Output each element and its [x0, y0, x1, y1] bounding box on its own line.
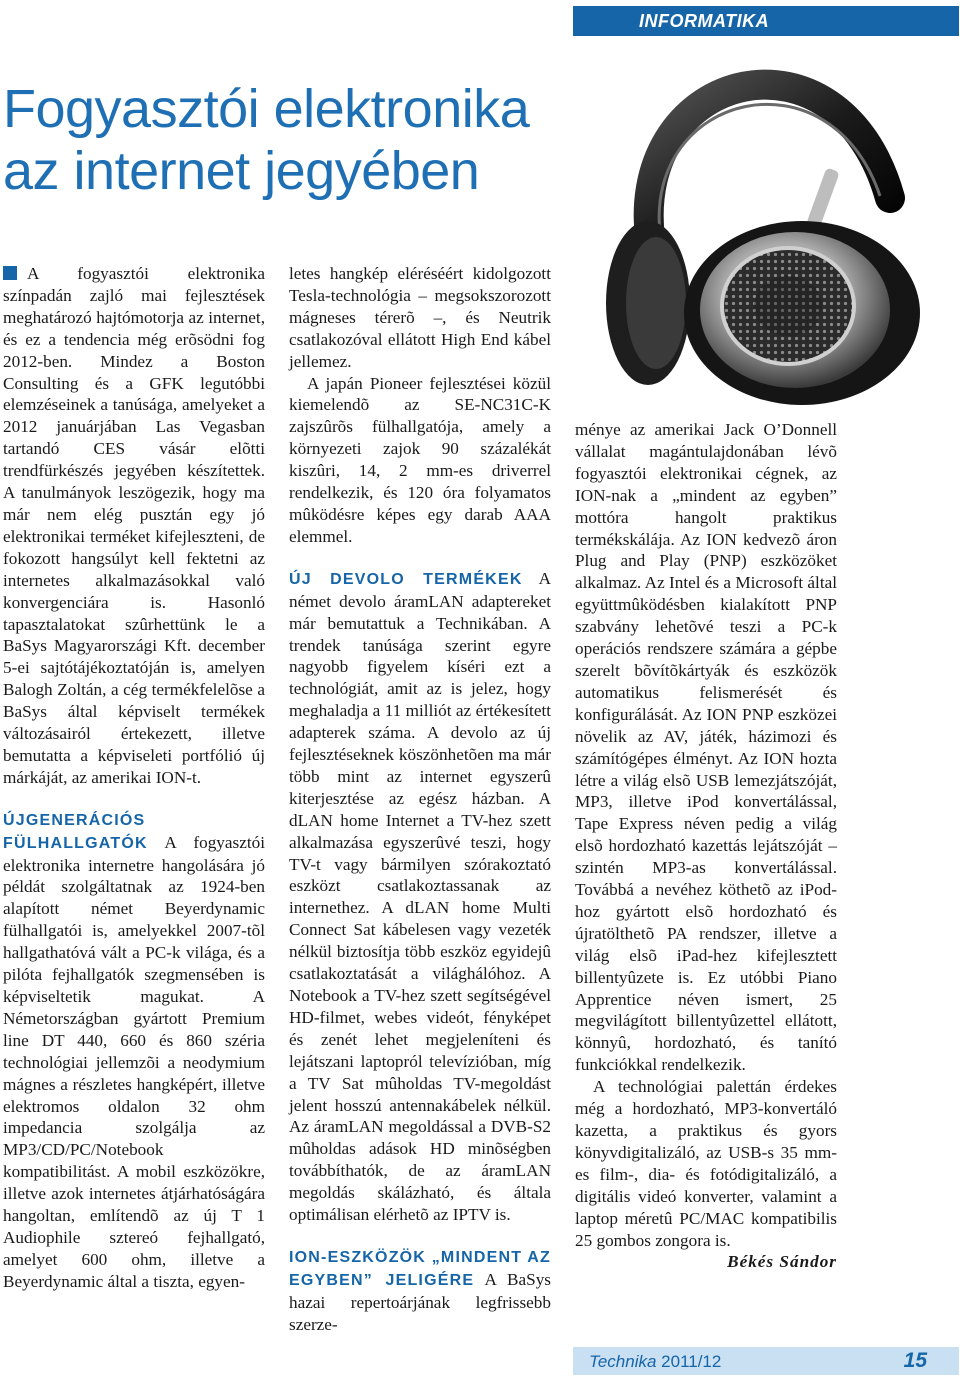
paragraph-headphones: ÚJGENERÁCIÓS FÜLHALLGATÓK A fogyasztói elektronika internetre hangolására jó példát szolgáltatnak az 1924-ben alapított német Beyerdynamic fülhallgatói is, amelyekkel 2007-tõl hallgathatóvá vált a PC-k világa, és a pilóta fejhallgatók szegmensében is képviseltetik magukat. A Németországban gyártott Premium line DT 440, 660 és 860 széria technológiai jellemzõi a neodymium mágnes a részletes hangképért, illetve elektromos oldalon 32 ohm impedancia szolgálja az MP3/CD/PC/Notebook kompatibilitást. A mobil eszközökre, illetve azok internetes átjárhatóságára hangoltan, említendõ az új T 1 Audiophile sztereó fejhallgató, amelyet 600 ohm, illetve a Beyerdynamic által a tiszta, egyen-	[3, 811, 265, 1291]
subhead-devolo: ÚJ DEVOLO TERMÉKEK	[289, 570, 523, 588]
page-footer	[573, 1347, 959, 1375]
column-3	[575, 419, 837, 1273]
magazine-name: Technika	[589, 1352, 657, 1371]
paragraph: A technológiai palettán érdekes még a hordozható, MP3-konvertáló kazetta, a praktikus és gyors könyvdigitalizáló, az USB-s 35 mm-es film-, dia- és fotódigitalizáló, a digitális videó konverter, valamint a laptop méretû PC/MAC kompatibilis 25 gombos zongora is.	[575, 1077, 837, 1250]
paragraph-ion: ION-ESZKÖZÖK „MINDENT AZ EGYBEN” JELIGÉRE A BaSys hazai repertoárjának legfrissebb szerze-	[289, 1248, 551, 1334]
square-bullet-icon	[3, 266, 17, 280]
title-line-2: az internet jegyében	[3, 141, 480, 201]
column-2	[289, 263, 551, 1336]
subhead-headphones: ÚJGENERÁCIÓS FÜLHALLGATÓK	[3, 811, 148, 852]
page-title	[3, 78, 529, 202]
title-line-1: Fogyasztói elektronika	[3, 79, 530, 139]
paragraph-pioneer: A japán Pioneer fejlesztései közül kiemelendõ az SE-NC31C-K zajszûrõs fülhallgatója, amely a környezeti zajok 90 százalékát kiszûri, 14, 2 mm-es driverrel rendelkezik, és 120 óra folyamatos mûködésre képes egy darab AAA elemmel.	[289, 373, 551, 546]
paragraph: ménye az amerikai Jack O’Donnell vállalat magántulajdonában lévõ fogyasztói elektronikai cégnek, az ION-nak a „mindent az egyben” mottóra hangolt praktikus termékskálája. Az ION kedvezõ áron Plug and Play (PNP) eszközöket alkalmaz. Az Intel és a Microsoft által együttmûködésben kialakított PNP szabvány lehetõvé teszi a PC-k operációs rendszere számára a gépbe szerelt bõvítõkártyák és eszközök automatikus felismerését és konfigurálását. Az ION PNP eszközei növelik az AV, játék, házimozi és számítógépes élményt. Az ION hozta létre a világ elsõ USB lemezjátszóját, MP3, illetve iPod konvertálással, Tape Express néven pedig a világ elsõ hordozható kazettás lejátszóját – szintén MP3-as konvertálással. Továbbá a nevéhez köthetõ az iPod-hoz gyártott elsõ hordozható és újratölthetõ PA rendszer, illetve a világ elsõ iPad-hez kifejlesztett billentyûzete is. Ez utóbbi Piano Apprentice néven ismert, 25 megvilágított billentyûzettel ellátott, könnyû, hordozható, és tanító funkciókkal rendelkezik.	[575, 420, 838, 1075]
headphones-photo	[590, 48, 930, 408]
magazine-issue	[589, 1352, 721, 1372]
author-byline: Békés Sándor	[727, 1252, 837, 1272]
issue-number: 2011/12	[661, 1352, 722, 1371]
lead-paragraph: A fogyasztói elektronika színpadán zajló mai fejlesztések meghatározó hajtómotorja az internet, és ez a tendencia még erõsödni fog 2012-ben. Mindez a Boston Consulting és a GFK legutóbbi elemzéseinek a tanúsága, amelyeket a 2012 januárjában Las Vegasban tartandó CES vásár elõtti trendfürkészés jegyében készítettek. A tanulmányok leszögezik, hogy ma már nem elég pusztán egy jó elektronikai terméket kifejleszteni, de fokozott hangsúlyt kell fektetni az internetes alkalmazásokkal való konvergenciára is. Hasonló tapasztalatokat szûrhettünk le a BaSys Magyarországi Kft. december 5-ei sajtótájékoztatóján is, amelyen Balogh Zoltán, a cég termékfelelõse a BaSys által képviselt termékek változásairól értekezett, illetve bemutatta a képviseleti portfólió új márkáját, az amerikai ION-t.	[3, 264, 265, 787]
paragraph: letes hangkép eléréséért kidolgozott Tesla-technológia – megsokszorozott mágneses térerõ –, és Neutrik csatlakozóval ellátott High End kábel jellemez.	[289, 264, 551, 371]
subhead-ion: ION-ESZKÖZÖK „MINDENT AZ EGYBEN” JELIGÉRE	[289, 1248, 551, 1289]
paragraph-devolo: ÚJ DEVOLO TERMÉKEK A német devolo áramLAN adaptereket már bemutattuk a Technikában. A trendek tanúsága szerint egyre nagyobb figyelem kíséri ezt a technológiát, amit az is jelez, hogy meghaladja a 11 milliót az értékesített adapterek száma. A devolo az új fejlesztéseknek köszönhetõen ma már több mint az internet egyszerû kiterjesztése az egész házban. A dLAN home Internet a TV-hez szett alkalmazása egyszerûvé teszi, hogy TV-t vagy bármilyen szórakoztató eszközt csatlakoztassanak az internethez. A dLAN home Multi Connect Sat kábelesen vagy vezeték nélkül biztosítja több eszköz egyidejû csatlakoztatását a világhálóhoz. A Notebook a TV-hez szett segítségével HD-filmet, webes videót, fényképet és zenét lehet megjeleníteni és lejátszani laptopról televízióban, míg a TV Sat mûholdas TV-megoldást jelent hosszú antennakábelek nélkül. Az áramLAN megoldással a DVB-S2 mûholdas adások HD minõségben továbbíthatók, de az áramLAN megoldás skálázható, és általa optimálisan elérhetõ az IPTV is.	[289, 568, 551, 1225]
page-number: 15	[903, 1349, 927, 1372]
column-1	[3, 263, 265, 1293]
section-tab: INFORMATIKA	[573, 6, 959, 36]
